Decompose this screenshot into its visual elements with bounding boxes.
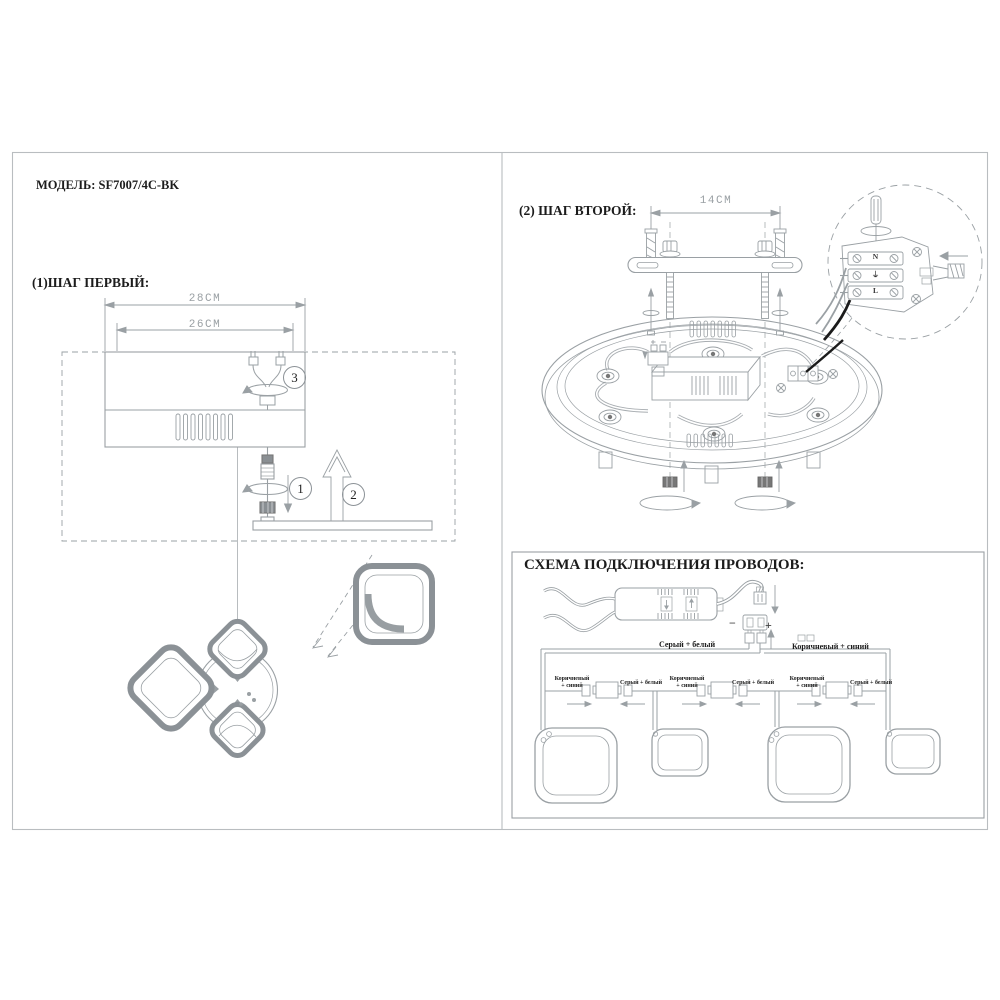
- wiring-title: СХЕМА ПОДКЛЮЧЕНИЯ ПРОВОДОВ:: [524, 557, 805, 573]
- hanging-tabs: [599, 452, 820, 483]
- dim-26cm-label: 26CM: [188, 319, 222, 331]
- lamp-ring-bottom: [208, 700, 267, 759]
- connector3-right-label: Серый + белый: [850, 680, 893, 686]
- connector3-left-line2: + синий: [796, 683, 818, 690]
- connector2-right-label: Серый + белый: [732, 680, 775, 686]
- lamp-ring-top: [206, 617, 270, 681]
- connector2-left-line1: Коричневый: [669, 676, 705, 682]
- branch-left-label: Серый + белый: [659, 640, 716, 649]
- connector3-left-line1: Коричневый: [789, 676, 825, 682]
- connector1-right-label: Серый + белый: [620, 680, 663, 686]
- polarity-plus-label: +: [765, 618, 772, 632]
- locking-nut-right: [735, 461, 795, 510]
- sheet-frame: [13, 153, 988, 830]
- callout-1: 1: [289, 477, 312, 500]
- terminal-l-label: L: [872, 286, 878, 295]
- callout-3: 3: [283, 366, 306, 389]
- terminal-n-label: N: [872, 252, 879, 261]
- ceiling-screw-right: [772, 289, 788, 335]
- detached-lamp-square: [356, 566, 432, 642]
- wiring-lamp-2: [652, 729, 708, 776]
- terminal-block-detail: [842, 237, 933, 312]
- dim-14cm-label: 14CM: [699, 195, 733, 207]
- bracket-stud-left: [660, 241, 680, 319]
- wiring-driver-box: [615, 588, 723, 620]
- threaded-rod: [243, 447, 288, 521]
- wiring-lamp-1: [535, 728, 617, 803]
- wiring-lamp-3: [768, 727, 850, 802]
- bracket-stud-right: [755, 241, 775, 319]
- terminal-earth-label: ⏚: [871, 270, 880, 279]
- model-label: МОДЕЛЬ: SF7007/4C-BK: [36, 178, 180, 192]
- lamp-assembly: [125, 617, 277, 760]
- connector2-left-label: [666, 676, 708, 690]
- branch-right-label: Коричневый + синий: [792, 642, 869, 651]
- wiring-input-wires: [544, 589, 615, 631]
- connector1-left-line2: + синий: [561, 683, 583, 690]
- detail-bubble: [808, 185, 982, 368]
- mounting-bracket-bar: [628, 258, 802, 273]
- lamp-ring-left: [125, 642, 217, 734]
- bubble-mains-cable: [933, 264, 964, 280]
- ceiling-bar-plate: [253, 521, 432, 530]
- connector1-left-line1: Коричневый: [554, 676, 590, 682]
- connector2-left-line2: + синий: [676, 683, 698, 690]
- wiring-lamp-4: [886, 729, 940, 774]
- connector3-left-label: [786, 676, 828, 690]
- bubble-insert-arrow: [940, 252, 968, 260]
- polarity-minus-label: −: [729, 616, 736, 630]
- wiring-plug-socket: [743, 585, 814, 649]
- callout-2: 2: [342, 483, 365, 506]
- step2-title: (2) ШАГ ВТОРОЙ:: [519, 203, 637, 218]
- connector1-left-label: [551, 676, 593, 690]
- step1-title: (1)ШАГ ПЕРВЫЙ:: [32, 275, 150, 290]
- dim-28cm-label: 28CM: [188, 293, 222, 305]
